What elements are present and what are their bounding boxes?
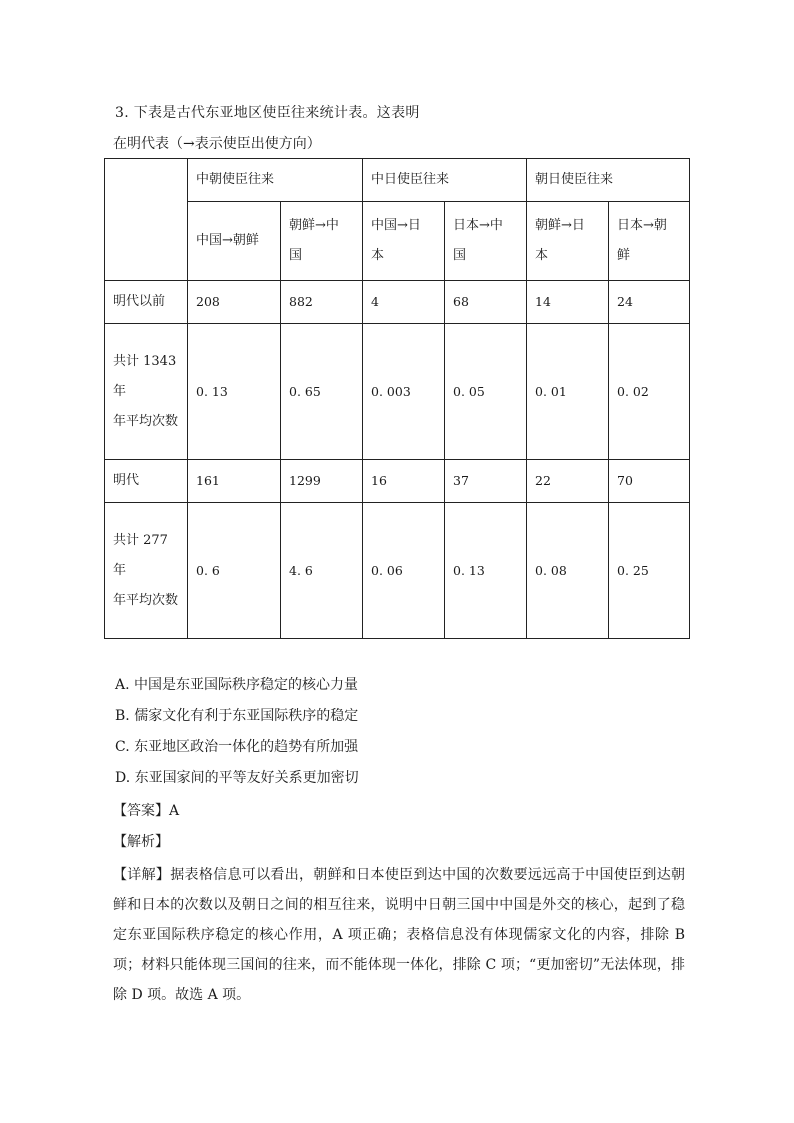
table-cell: 0. 6 (188, 503, 281, 639)
subheader-cell: 日本→朝鲜 (609, 202, 690, 281)
table-cell: 0. 003 (363, 324, 445, 460)
row-label: 明代 (105, 460, 188, 503)
subheader-cell: 朝鲜→中国 (281, 202, 363, 281)
table-cell: 882 (281, 281, 363, 324)
table-cell: 0. 05 (445, 324, 527, 460)
table-corner-cell (105, 159, 188, 281)
subheader-cell: 中国→朝鲜 (188, 202, 281, 281)
row-label: 共计 1343 年 年平均次数 (105, 324, 188, 460)
detail-paragraph: 【详解】据表格信息可以看出，朝鲜和日本使臣到达中国的次数要远远高于中国使臣到达朝鲜和日本的次数以及朝日之间的相互往来，说明中日朝三国中中国是外交的核心，起到了稳定东亚国际秩序稳定的核心作用，A 项正确；表格信息没有体现儒家文化的内容，排除 B 项；材料只能体现三国间的往来，而不能体现一体化，排除 C 项；“更加密切”无法体现，排除 D 项。故选 A 项。 (113, 867, 685, 1003)
option-b: B. 儒家文化有利于东亚国际秩序的稳定 (115, 708, 359, 724)
table-cell: 4 (363, 281, 445, 324)
table-cell: 161 (188, 460, 281, 503)
row-label: 共计 277 年 年平均次数 (105, 503, 188, 639)
question-subtitle: 在明代表（→表示使臣出使方向） (113, 136, 321, 152)
answer-line: 【答案】A (113, 803, 180, 819)
table-row (105, 460, 690, 503)
header-china-korea: 中朝使臣往来 (188, 159, 363, 202)
question-title: 3. 下表是古代东亚地区使臣往来统计表。这表明 (115, 105, 420, 121)
answer-options (115, 674, 359, 798)
table-cell: 0. 13 (188, 324, 281, 460)
option-d: D. 东亚国家间的平等友好关系更加密切 (115, 770, 359, 786)
table-cell: 0. 13 (445, 503, 527, 639)
table-row (105, 281, 690, 324)
table-cell: 0. 06 (363, 503, 445, 639)
analysis-label: 【解析】 (113, 834, 169, 850)
table-cell: 24 (609, 281, 690, 324)
header-korea-japan: 朝日使臣往来 (527, 159, 690, 202)
table-cell: 208 (188, 281, 281, 324)
row-label: 明代以前 (105, 281, 188, 324)
table-cell: 0. 01 (527, 324, 609, 460)
header-china-japan: 中日使臣往来 (363, 159, 527, 202)
table-cell: 4. 6 (281, 503, 363, 639)
subheader-cell: 日本→中国 (445, 202, 527, 281)
table-row (105, 324, 690, 460)
envoy-statistics-table (104, 158, 690, 639)
option-a: A. 中国是东亚国际秩序稳定的核心力量 (115, 677, 359, 693)
subheader-cell: 朝鲜→日本 (527, 202, 609, 281)
table-cell: 37 (445, 460, 527, 503)
option-c: C. 东亚地区政治一体化的趋势有所加强 (115, 739, 359, 755)
table-cell: 0. 08 (527, 503, 609, 639)
subheader-cell: 中国→日本 (363, 202, 445, 281)
table-cell: 0. 25 (609, 503, 690, 639)
table-cell: 1299 (281, 460, 363, 503)
table-cell: 16 (363, 460, 445, 503)
table-row (105, 503, 690, 639)
table-cell: 14 (527, 281, 609, 324)
table-subheader-row (105, 202, 690, 281)
table-cell: 68 (445, 281, 527, 324)
table-cell: 70 (609, 460, 690, 503)
table-cell: 0. 65 (281, 324, 363, 460)
table-cell: 0. 02 (609, 324, 690, 460)
table-cell: 22 (527, 460, 609, 503)
table-header-row (105, 159, 690, 202)
